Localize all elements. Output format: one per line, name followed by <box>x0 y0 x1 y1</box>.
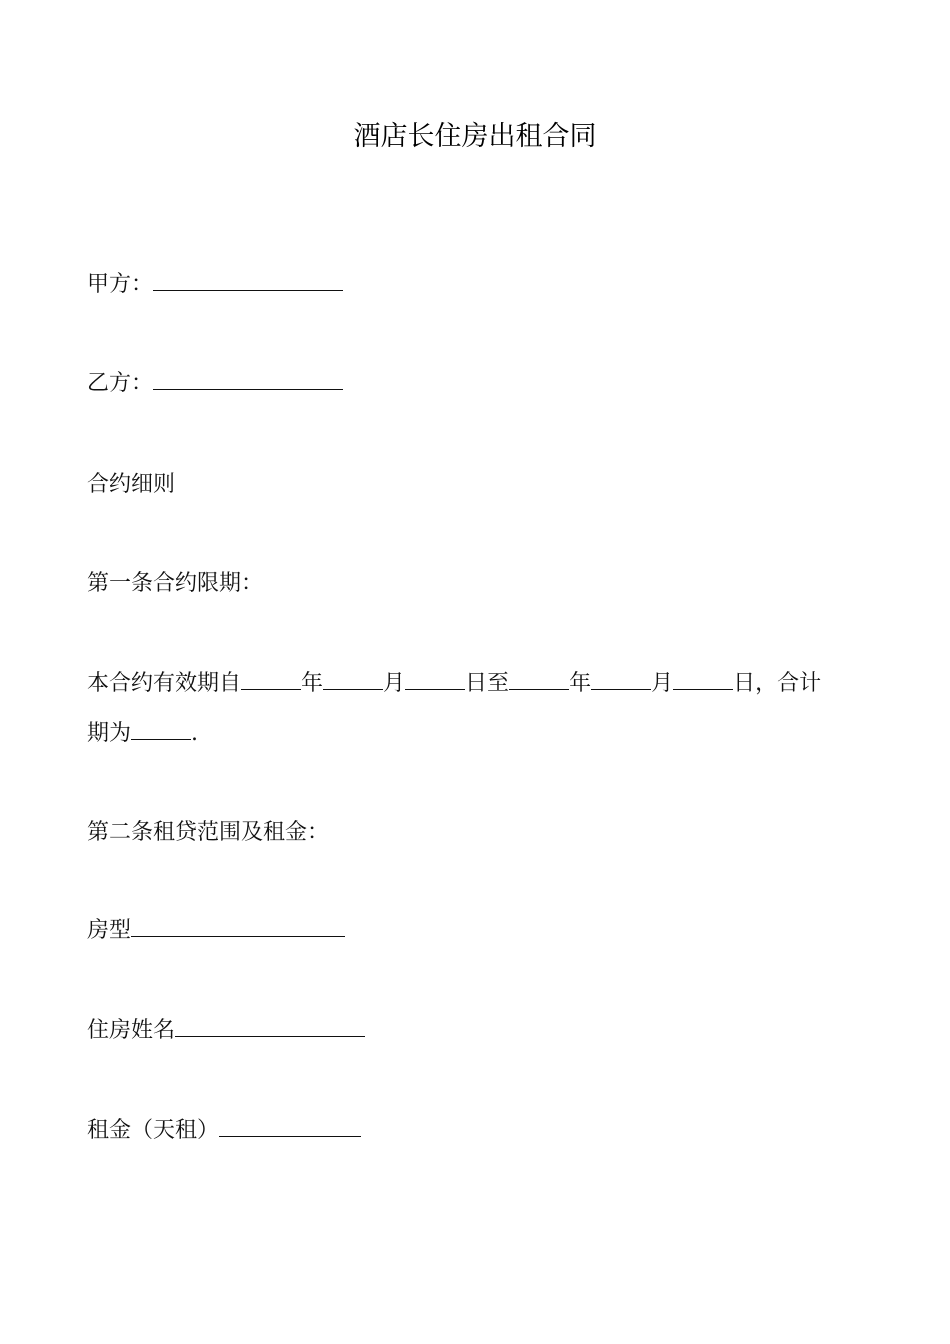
month-label-2: 月 <box>651 671 674 696</box>
party-b-label: 乙方： <box>87 371 154 396</box>
year-label: 年 <box>301 671 324 696</box>
party-b-blank[interactable] <box>153 369 343 390</box>
party-a-line <box>87 260 867 310</box>
rent-blank[interactable] <box>219 1116 361 1137</box>
article-1-text-start: 本合约有效期自 <box>87 671 242 696</box>
start-year-blank[interactable] <box>241 669 301 690</box>
end-year-blank[interactable] <box>509 669 569 690</box>
period-blank[interactable] <box>131 719 191 740</box>
party-b-line <box>87 359 867 409</box>
room-type-label: 房型 <box>87 918 132 943</box>
article-1-paragraph <box>87 659 865 759</box>
document-title: 酒店长住房出租合同 <box>353 121 597 152</box>
end-day-blank[interactable] <box>673 669 733 690</box>
year-label-2: 年 <box>569 671 592 696</box>
party-a-label: 甲方： <box>87 272 154 297</box>
tenant-name-label: 住房姓名 <box>87 1018 176 1043</box>
start-day-blank[interactable] <box>405 669 465 690</box>
rent-label: 租金（天租） <box>87 1118 220 1143</box>
day-total-label: 日，合计 <box>733 671 822 696</box>
rent-line <box>87 1106 867 1156</box>
period-label: 期为 <box>87 721 132 746</box>
tenant-name-blank[interactable] <box>175 1016 365 1037</box>
party-a-blank[interactable] <box>153 270 343 291</box>
month-label: 月 <box>383 671 406 696</box>
room-type-blank[interactable] <box>131 916 345 937</box>
day-to-label: 日至 <box>465 671 510 696</box>
end-month-blank[interactable] <box>591 669 651 690</box>
tenant-name-line <box>87 1006 867 1056</box>
period-end-dot: . <box>191 721 199 746</box>
section-heading: 合约细则 <box>87 472 176 497</box>
room-type-line <box>87 906 867 956</box>
start-month-blank[interactable] <box>323 669 383 690</box>
article-1-heading: 第一条合约限期： <box>87 571 264 596</box>
article-2-heading: 第二条租贷范围及租金： <box>87 820 330 845</box>
